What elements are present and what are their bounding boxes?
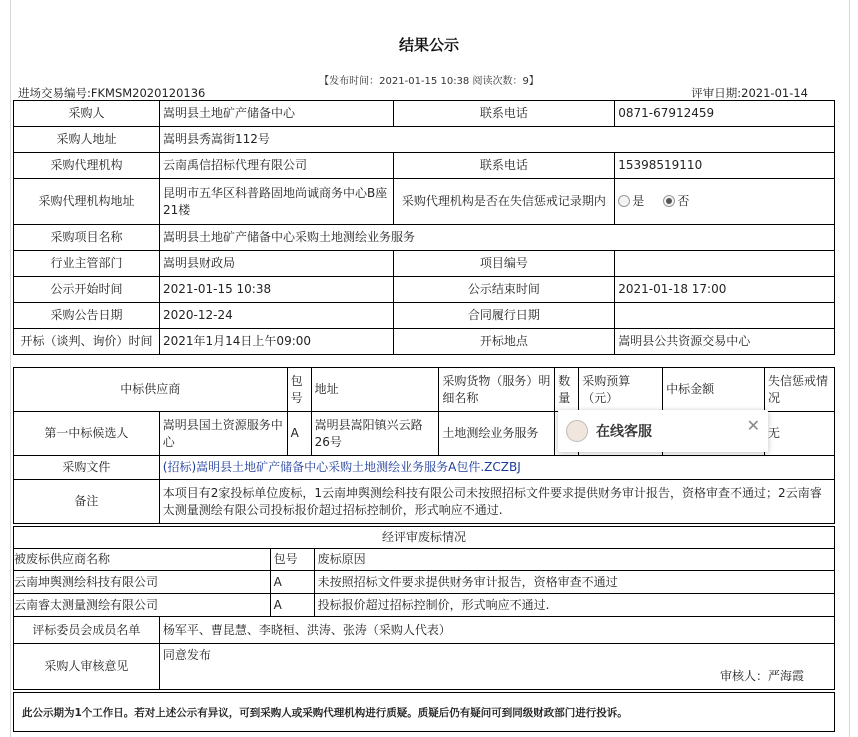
table-row [14, 153, 835, 179]
table-row [14, 594, 835, 617]
page-title: 结果公示 [398, 36, 459, 54]
table-row [14, 127, 835, 153]
agency-phone: 15398519110 [615, 153, 835, 179]
file-link[interactable]: (招标)嵩明县土地矿产储备中心采购土地测绘业务服务A包件.ZCZBJ [159, 456, 834, 480]
purchaser-label: 采购人 [14, 101, 160, 127]
radio-yes[interactable] [618, 195, 630, 207]
col-supplier: 中标供应商 [14, 368, 288, 412]
project-name-label: 采购项目名称 [14, 225, 160, 251]
review-section-title: 经评审废标情况 [14, 527, 835, 549]
notice-end-value: 2021-01-18 17:00 [615, 277, 835, 303]
winner-pkg: A [287, 412, 311, 456]
trade-number: 进场交易编号:FKMSM2020120136 [18, 86, 206, 100]
table-row [14, 368, 835, 412]
remark-label: 备注 [14, 480, 160, 524]
file-label: 采购文件 [14, 456, 160, 480]
agency-phone-label: 联系电话 [393, 153, 615, 179]
table-row [14, 303, 835, 329]
winner-rank: 第一中标候选人 [14, 412, 160, 456]
rejected-pkg: A [270, 571, 314, 594]
address-label: 采购人地址 [14, 127, 160, 153]
table-row [14, 549, 835, 571]
online-service-label: 在线客服 [596, 424, 652, 440]
open-place-label: 开标地点 [393, 329, 615, 355]
close-icon[interactable]: ✕ [746, 416, 760, 435]
col-qty: 数量 [555, 368, 579, 412]
remark-value: 本项目有2家投标单位废标，1云南坤舆测绘科技有限公司未按照招标文件要求提供财务审计报告，资格审查不通过；2云南睿太测量测绘有限公司投标报价超过招标控制价，形式响应不通过. [159, 480, 834, 524]
project-name-value: 嵩明县土地矿产储备中心采购土地测绘业务服务 [159, 225, 834, 251]
rejected-pkg: A [270, 594, 314, 617]
rejected-reason: 投标报价超过招标控制价，形式响应不通过. [314, 594, 834, 617]
agency-addr-label: 采购代理机构地址 [14, 179, 160, 225]
radio-no[interactable] [663, 195, 675, 207]
table-row [14, 456, 835, 480]
opinion-value: 同意发布 [162, 648, 211, 662]
rejected-name: 云南睿太测量测绘有限公司 [14, 594, 271, 617]
publish-info: 【发布时间：2021-01-15 10:38 阅读次数：9】 [319, 76, 539, 87]
col-addr: 地址 [311, 368, 439, 412]
col-rejected-supplier: 被废标供应商名称 [14, 549, 271, 571]
open-time-value: 2021年1月14日上午09:00 [159, 329, 393, 355]
contract-label: 合同履行日期 [393, 303, 615, 329]
radio-no-label: 否 [677, 194, 690, 208]
winner-dishonest: 无 [765, 412, 835, 456]
table-row [14, 179, 835, 225]
col-amount: 中标金额 [663, 368, 765, 412]
agency-value: 云南禹信招标代理有限公司 [159, 153, 393, 179]
footer-notice: 此公示期为1个工作日。若对上述公示有异议，可到采购人或采购代理机构进行质疑。质疑后仍有疑问可到同级财政部门进行投诉。 [13, 692, 835, 732]
table-row [14, 101, 835, 127]
open-time-label: 开标（谈判、询价）时间 [14, 329, 160, 355]
col-dishonest: 失信惩戒情况 [765, 368, 835, 412]
open-place-value: 嵩明县公共资源交易中心 [615, 329, 835, 355]
phone-label: 联系电话 [393, 101, 615, 127]
purchaser-phone: 0871-67912459 [615, 101, 835, 127]
project-no-value [615, 251, 835, 277]
committee-label: 评标委员会成员名单 [14, 617, 160, 644]
winner-goods: 土地测绘业务服务 [439, 412, 555, 456]
purchaser-value: 嵩明县土地矿产储备中心 [159, 101, 393, 127]
notice-start-label: 公示开始时间 [14, 277, 160, 303]
col-goods: 采购货物（服务）明细名称 [439, 368, 555, 412]
review-table [13, 526, 835, 690]
table-row [14, 277, 835, 303]
info-table [13, 100, 835, 355]
reviewer: 审核人：严海霞 [719, 669, 804, 683]
table-row [14, 571, 835, 594]
opinion-cell [159, 644, 834, 690]
col-reject-reason: 废标原因 [314, 549, 834, 571]
agency-label: 采购代理机构 [14, 153, 160, 179]
col-pkg: 包号 [287, 368, 311, 412]
col-budget: 采购预算（元） [579, 368, 663, 412]
winner-name: 嵩明县国土资源服务中心 [159, 412, 287, 456]
notice-start-value: 2021-01-15 10:38 [159, 277, 393, 303]
announce-date-value: 2020-12-24 [159, 303, 393, 329]
radio-yes-label: 是 [632, 194, 645, 208]
rejected-name: 云南坤舆测绘科技有限公司 [14, 571, 271, 594]
table-row [14, 251, 835, 277]
table-row [14, 644, 835, 690]
service-avatar-icon [566, 420, 588, 442]
table-row [14, 527, 835, 549]
notice-end-label: 公示结束时间 [393, 277, 615, 303]
project-no-label: 项目编号 [393, 251, 615, 277]
winner-addr: 嵩明县嵩阳镇兴云路26号 [311, 412, 439, 456]
table-row [14, 617, 835, 644]
table-row [14, 329, 835, 355]
opinion-label: 采购人审核意见 [14, 644, 160, 690]
contract-value [615, 303, 835, 329]
address-value: 嵩明县秀嵩街112号 [159, 127, 834, 153]
announce-date-label: 采购公告日期 [14, 303, 160, 329]
committee-value: 杨军平、曹昆慧、李晓桓、洪涛、张涛（采购人代表） [159, 617, 834, 644]
dishonest-label: 采购代理机构是否在失信惩戒记录期内 [393, 179, 615, 225]
review-date: 评审日期:2021-01-14 [691, 86, 808, 100]
agency-addr-value: 昆明市五华区科普路固地尚诚商务中心B座21楼 [159, 179, 393, 225]
dept-value: 嵩明县财政局 [159, 251, 393, 277]
dishonest-options [615, 179, 835, 225]
online-service-widget[interactable] [558, 410, 768, 452]
rejected-reason: 未按照招标文件要求提供财务审计报告，资格审查不通过 [314, 571, 834, 594]
col-rejected-pkg: 包号 [270, 549, 314, 571]
table-row [14, 480, 835, 524]
table-row [14, 225, 835, 251]
dept-label: 行业主管部门 [14, 251, 160, 277]
